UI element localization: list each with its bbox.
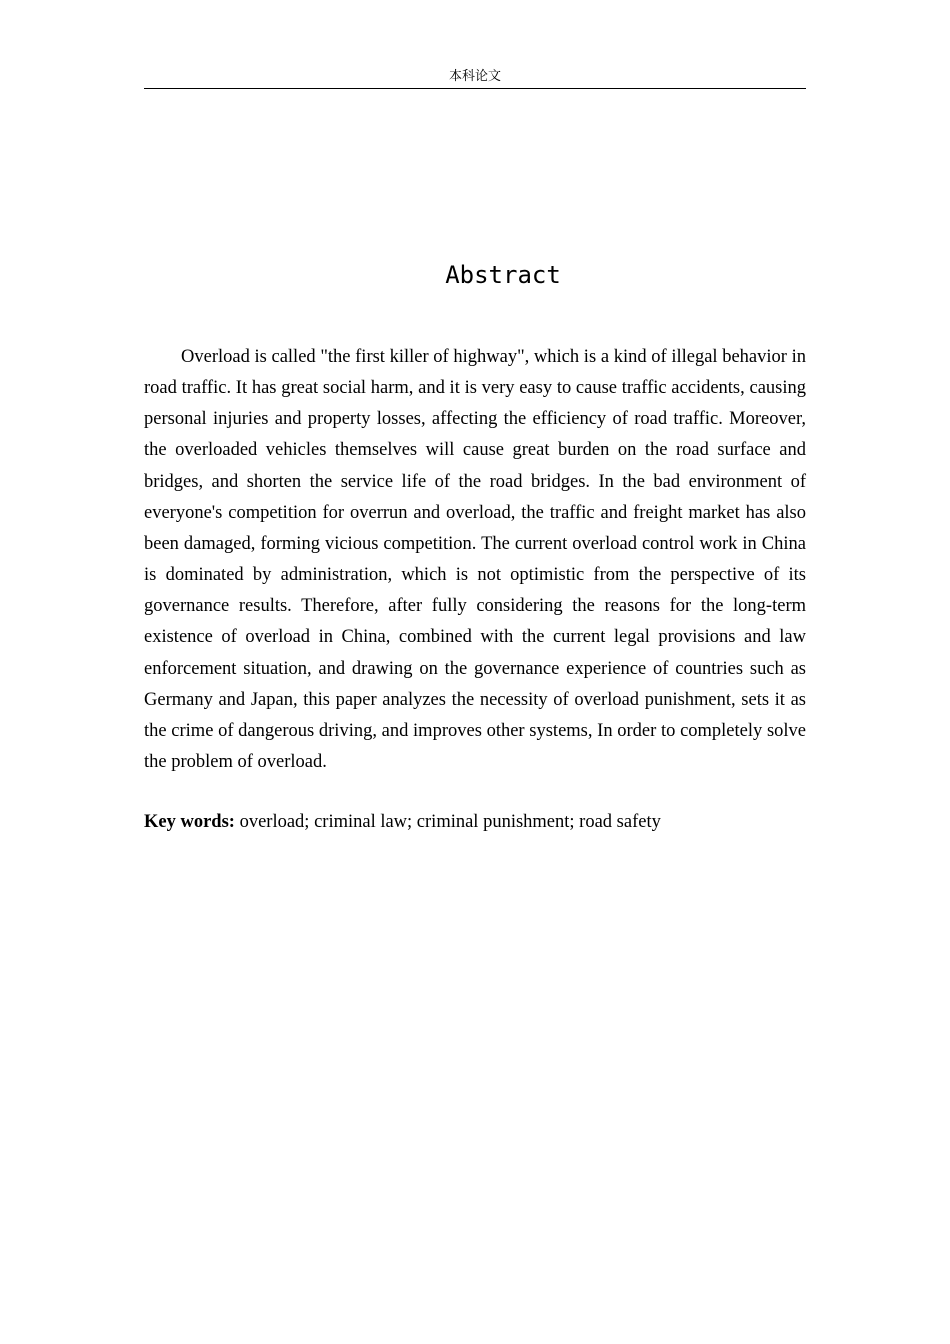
keywords — [144, 808, 806, 836]
abstract-title: Abstract — [445, 261, 561, 289]
header-title: 本科论文 — [448, 69, 501, 84]
keywords-value: overload; criminal law; criminal punishment; road safety — [239, 812, 661, 832]
page-header — [144, 68, 806, 89]
abstract-body: Overload is called "the first killer of highway", which is a kind of illegal behavior in road traffic. It has great social harm, and it is very easy to cause traffic accidents, causing personal injuries and property losses, affecting the efficiency of road traffic. Moreover, the overloaded vehicles themselves will cause great burden on the road surface and bridges, and shorten the service life of the road bridges. In the bad environment of everyone's competition for overrun and overload, the traffic and freight market has also been damaged, forming vicious competition. The current overload control work in China is dominated by administration, which is not optimistic from the perspective of its governance results. Therefore, after fully considering the reasons for the long-term existence of overload in China, combined with the current legal provisions and law enforcement situation, and drawing on the governance experience of countries such as Germany and Japan, this paper analyzes the necessity of overload punishment, sets it as the crime of dangerous driving, and improves other systems, In order to completely solve the problem of overload. — [144, 347, 806, 773]
keywords-label: Key words: — [144, 812, 235, 832]
